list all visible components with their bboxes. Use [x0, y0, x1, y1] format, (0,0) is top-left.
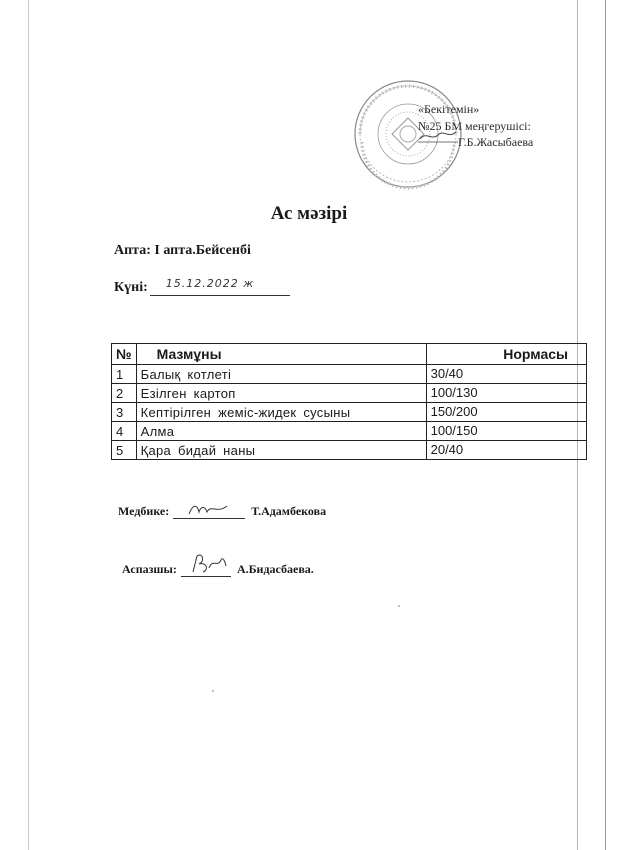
scan-artifact-dot: [212, 690, 214, 692]
scan-artifact-line: [605, 0, 606, 850]
table-row: [112, 365, 587, 384]
menu-table: [111, 343, 587, 460]
cook-name: А.Бидасбаева.: [236, 562, 314, 576]
row-name: Қара бидай наны: [136, 441, 426, 460]
week-label: Апта: I апта.Бейсенбі: [114, 243, 251, 258]
row-norm: 100/150: [426, 422, 586, 441]
scan-artifact-line: [28, 0, 29, 850]
header-norm: Нормасы: [426, 344, 586, 365]
header-name: Мазмұны: [136, 344, 426, 365]
table-row: [112, 422, 587, 441]
nurse-signature: [187, 500, 229, 518]
row-num: 2: [112, 384, 137, 403]
date-label: Күні:: [114, 280, 148, 295]
nurse-signature-row: [118, 500, 326, 519]
cook-signature-row: [122, 558, 314, 577]
nurse-label: Медбике:: [118, 504, 170, 518]
row-norm: 100/130: [426, 384, 586, 403]
nurse-name: Т.Адамбекова: [251, 504, 327, 518]
cook-signature-line: [181, 558, 231, 577]
row-num: 4: [112, 422, 137, 441]
date-value: 15.12.2022 ж: [165, 277, 255, 290]
approval-name: Г.Б.Жасыбаева: [458, 135, 534, 149]
header-num: №: [112, 344, 137, 365]
table-row: [112, 384, 587, 403]
table-header-row: [112, 344, 587, 365]
row-name: Алма: [136, 422, 426, 441]
row-norm: 20/40: [426, 441, 586, 460]
row-norm: 30/40: [426, 365, 586, 384]
approval-position: №25 БМ меңгерушісі:: [418, 118, 531, 133]
date-field: [150, 278, 290, 296]
row-name: Кептірілген жеміс-жидек сусыны: [136, 403, 426, 422]
row-name: Балық котлеті: [136, 365, 426, 384]
row-name: Езілген картоп: [136, 384, 426, 403]
scan-artifact-dot: [398, 605, 400, 607]
cook-label: Аспазшы:: [122, 562, 177, 576]
row-num: 5: [112, 441, 137, 460]
table-row: [112, 441, 587, 460]
head-signature: [418, 129, 458, 143]
date-row: [114, 278, 290, 296]
row-norm: 150/200: [426, 403, 586, 422]
row-num: 3: [112, 403, 137, 422]
cook-signature: [189, 552, 227, 574]
approval-block: [418, 101, 533, 151]
row-num: 1: [112, 365, 137, 384]
table-row: [112, 403, 587, 422]
approval-label: «Бекітемін»: [418, 102, 480, 116]
page-title: Ас мәзірі: [270, 203, 348, 224]
nurse-signature-line: [173, 500, 245, 519]
